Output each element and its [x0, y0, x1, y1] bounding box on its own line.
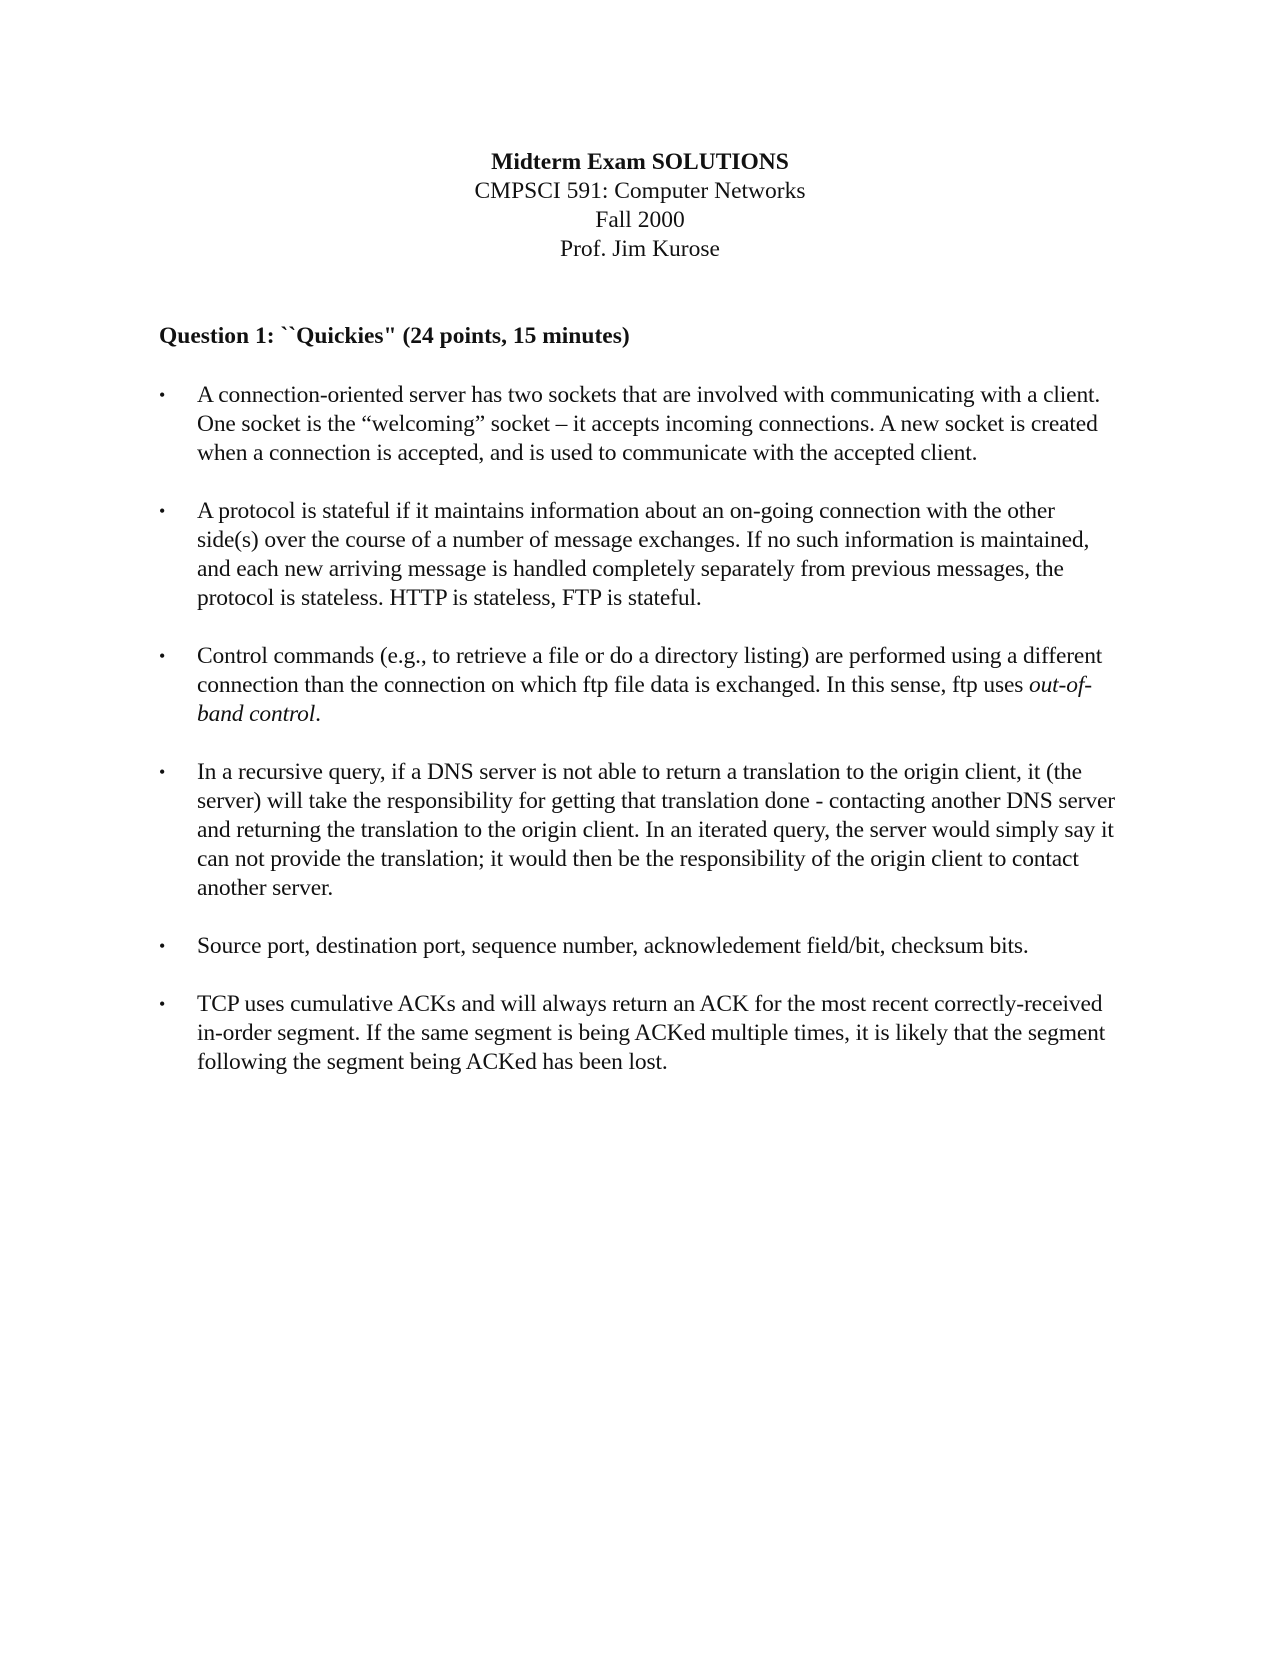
answer-item-3	[159, 642, 1121, 729]
answer-text: TCP uses cumulative ACKs and will always return an ACK for the most recent correctly-received in-order segment. If the same segment is being ACKed multiple times, it is likely that the segment following the segment being ACKed has been lost.	[197, 991, 1106, 1075]
answer-suffix: .	[315, 701, 321, 727]
answer-item-1	[159, 381, 1121, 468]
answer-emphasis: out-of-band control	[197, 672, 1092, 727]
answer-text: In a recursive query, if a DNS server is not able to return a translation to the origin client, it (the server) will take the responsibility for getting that translation done - contacting another DNS server and returning the translation to the origin client. In an iterated query, the server would simply say it can not provide the translation; it would then be the responsibility of the origin client to contact another server.	[197, 759, 1115, 901]
bullet-icon: •	[159, 646, 166, 666]
answer-text: A protocol is stateful if it maintains information about an on-going connection with the other side(s) over the course of a number of message exchanges. If no such information is maintained, and each new arriving message is handled completely separately from previous messages, the protocol is stateless. HTTP is stateless, FTP is stateful.	[197, 498, 1090, 611]
answer-text: A connection-oriented server has two sockets that are involved with communicating with a client. One socket is the “welcoming” socket – it accepts incoming connections. A new socket is created when a connection is accepted, and is used to communicate with the accepted client.	[197, 382, 1101, 466]
exam-title: Midterm Exam SOLUTIONS	[491, 149, 789, 175]
bullet-icon: •	[159, 762, 166, 782]
answer-text: Source port, destination port, sequence number, acknowledement field/bit, checksum bits.	[197, 933, 1029, 959]
bullet-icon: •	[159, 385, 166, 405]
answer-item-5	[159, 932, 1121, 961]
bullet-icon: •	[159, 994, 166, 1014]
question-heading: Question 1: ``Quickies" (24 points, 15 minutes)	[159, 323, 630, 349]
answer-item-2	[159, 497, 1121, 613]
answer-item-6	[159, 990, 1121, 1077]
course-name: CMPSCI 591: Computer Networks	[474, 178, 806, 204]
term: Fall 2000	[595, 207, 685, 233]
instructor: Prof. Jim Kurose	[560, 236, 720, 262]
answer-item-4	[159, 758, 1121, 903]
bullet-icon: •	[159, 501, 166, 521]
answer-text-main: Control commands (e.g., to retrieve a file or do a directory listing) are performed using a different connection than the connection on which ftp file data is exchanged. In this sense, ftp uses	[197, 643, 1103, 698]
answer-list	[159, 381, 1121, 1106]
answer-text	[197, 643, 1102, 727]
bullet-icon: •	[159, 936, 166, 956]
exam-header	[0, 148, 1280, 264]
